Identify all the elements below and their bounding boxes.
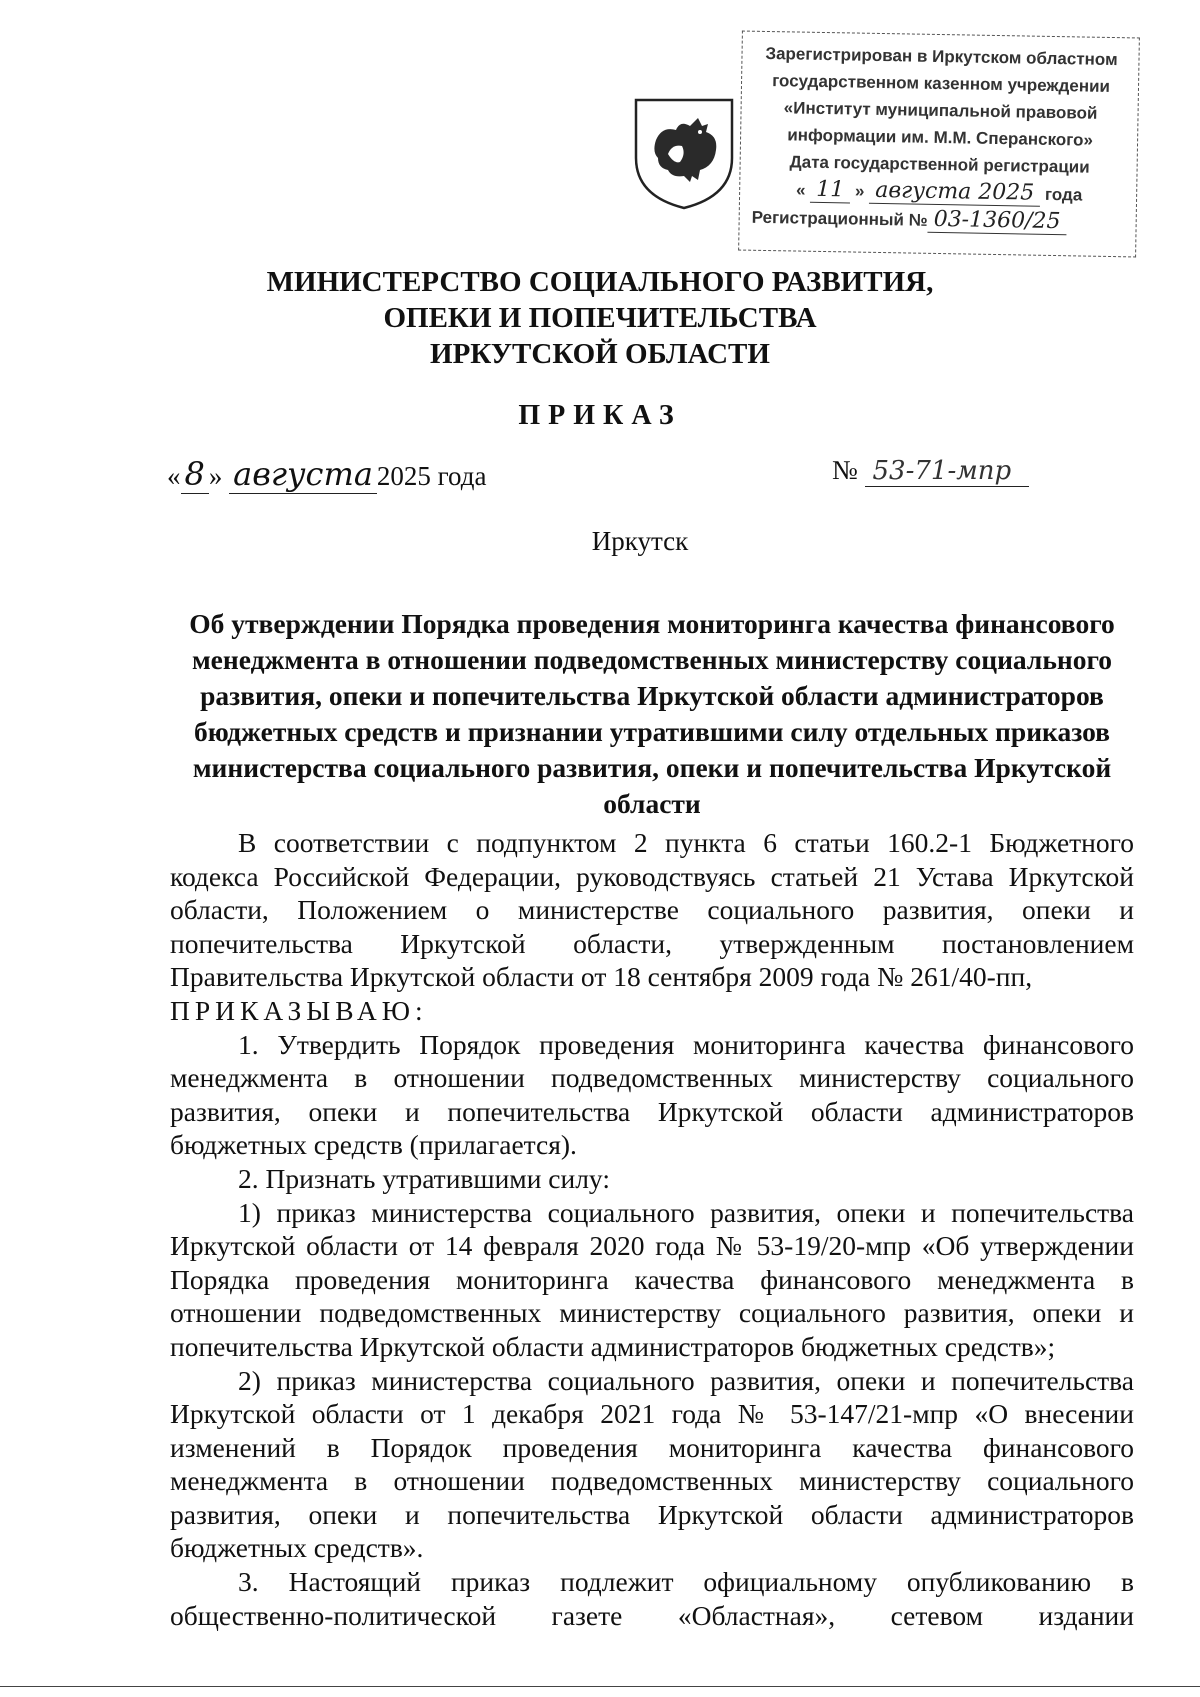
- item-paragraph: 3. Настоящий приказ подлежит официальному опубликованию в общественно-политической газете «Областная», сетевом издании: [170, 1566, 1134, 1631]
- ministry-heading: [0, 264, 1200, 372]
- item-paragraph: 1. Утвердить Порядок проведения мониторинга качества финансового менеджмента в отношении подведомственных министерству социального развития, опеки и попечительства Иркутской области администраторов бюджетных средств (прилагается).: [170, 1028, 1134, 1161]
- date-open-quote: «: [167, 461, 181, 491]
- stamp-line: государственном казенном учреждении: [771, 71, 1111, 96]
- order-number: [832, 455, 1029, 486]
- order-word: ПРИКАЗЫВАЮ:: [170, 994, 428, 1026]
- document-title: Об утверждении Порядка проведения мониторинга качества финансового менеджмента в отношении подведомственных министерству социального развития, опеки и попечительства Иркутской области администраторов бюджетных средств и признании утратившими силу отдельных приказов министерства социального развития, опеки и попечительства Иркутской области: [189, 608, 1115, 819]
- stamp-date-month-year: августа 2025: [869, 178, 1041, 207]
- stamp-reg-number: 03-1360/25: [927, 207, 1066, 235]
- ministry-line: ОПЕКИ И ПОПЕЧИТЕЛЬСТВА: [383, 302, 817, 334]
- date-year: 2025 года: [376, 461, 487, 491]
- stamp-line: Дата государственной регистрации: [789, 152, 1090, 177]
- order-date: [167, 455, 487, 493]
- preamble-paragraph: В соответствии с подпунктом 2 пункта 6 статьи 160.2-1 Бюджетного кодекса Российской Федерации, руководствуясь статьей 21 Устава Иркутской области, Положением о министерстве социального развития, опеки и попечительства Иркутской области, утвержденным постановлением Правительства Иркутской области от 18 сентября 2009 года № 261/40-пп,: [170, 827, 1134, 993]
- stamp-line: «Институт муниципальной правовой: [783, 98, 1098, 123]
- stamp-line: Зарегистрирован в Иркутском областном: [765, 43, 1118, 70]
- number-value: 53-71-мпр: [865, 456, 1030, 487]
- stamp-date-day: 11: [810, 177, 850, 204]
- page-edge-line: [0, 1686, 1200, 1687]
- item-paragraph: 1) приказ министерства социального развития, опеки и попечительства Иркутской области от 14 февраля 2020 года № 53-19/20-мпр «Об утверждении Порядка проведения мониторинга качества финансового менеджмента в отношении подведомственных министерству социального развития, опеки и попечительства Иркутской области администраторов бюджетных средств»;: [170, 1196, 1134, 1362]
- stamp-line: информации им. М.М. Сперанского»: [787, 125, 1094, 150]
- city: Иркутск: [591, 526, 689, 556]
- item-paragraph: 2) приказ министерства социального развития, опеки и попечительства Иркутской области от 1 декабря 2021 года № 53-147/21-мпр «О внесении изменений в Порядок проведения мониторинга качества финансового менеджмента в отношении подведомственных министерству социального развития, опеки и попечительства Иркутской области администраторов бюджетных средств».: [170, 1364, 1134, 1564]
- date-close-quote: »: [208, 461, 223, 491]
- registration-stamp: [738, 31, 1140, 258]
- document-body: [170, 826, 1134, 1632]
- stamp-date-suffix: года: [1044, 184, 1083, 205]
- stamp-date-open: «: [795, 180, 806, 200]
- item-paragraph: 2. Признать утратившими силу:: [238, 1162, 610, 1194]
- stamp-reg-label: Регистрационный №: [751, 207, 928, 230]
- number-label: №: [832, 455, 858, 485]
- irkutsk-coat-of-arms-icon: [628, 96, 740, 212]
- date-day: 8: [181, 455, 209, 494]
- ministry-line: МИНИСТЕРСТВО СОЦИАЛЬНОГО РАЗВИТИЯ,: [266, 266, 934, 298]
- date-month: августа: [229, 455, 377, 494]
- stamp-date-mid: »: [854, 181, 865, 201]
- document-type: ПРИКАЗ: [518, 400, 682, 431]
- ministry-line: ИРКУТСКОЙ ОБЛАСТИ: [430, 338, 770, 370]
